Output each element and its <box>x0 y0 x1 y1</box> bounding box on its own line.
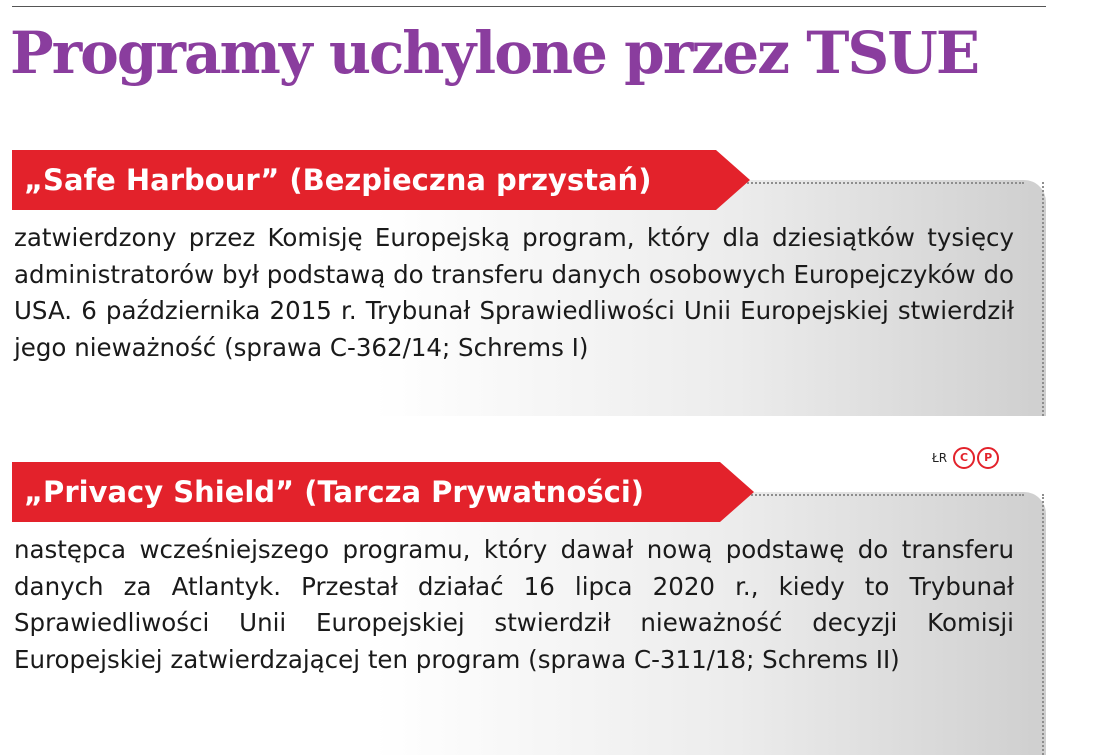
logo-letter: C <box>953 447 975 469</box>
page-title: Programy uchylone przez TSUE <box>10 19 979 87</box>
section-body: zatwierdzony przez Komisję Europejską program, który dla dziesiątków tysięcy administratorów był podstawą do transferu danych osobowych Europejczyków do USA. 6 października 2015 r. Trybunał Sprawiedliwości Unii Europejskiej stwierdził jego nieważność (sprawa C-362/14; Schrems I) <box>14 223 1014 362</box>
section-body: następca wcześniejszego programu, który dawał nową podstawę do transferu danych za Atlantyk. Przestał działać 16 lipca 2020 r., kiedy to Trybunał Sprawiedliwości Unii Europejskiej stwierdził nieważność decyzji Komisji Europejskiej zatwierdzającej ten program (sprawa C-311/18; Schrems II) <box>14 535 1014 674</box>
section-heading: „Safe Harbour” (Bezpieczna przystań) <box>24 163 652 197</box>
section-safe-harbour <box>12 150 1046 416</box>
section-heading: „Privacy Shield” (Tarcza Prywatności) <box>24 475 645 509</box>
logo-letter: P <box>977 447 999 469</box>
section-privacy-shield <box>12 462 1046 755</box>
top-divider <box>12 6 1046 7</box>
credit-initials: ŁR <box>932 451 948 465</box>
